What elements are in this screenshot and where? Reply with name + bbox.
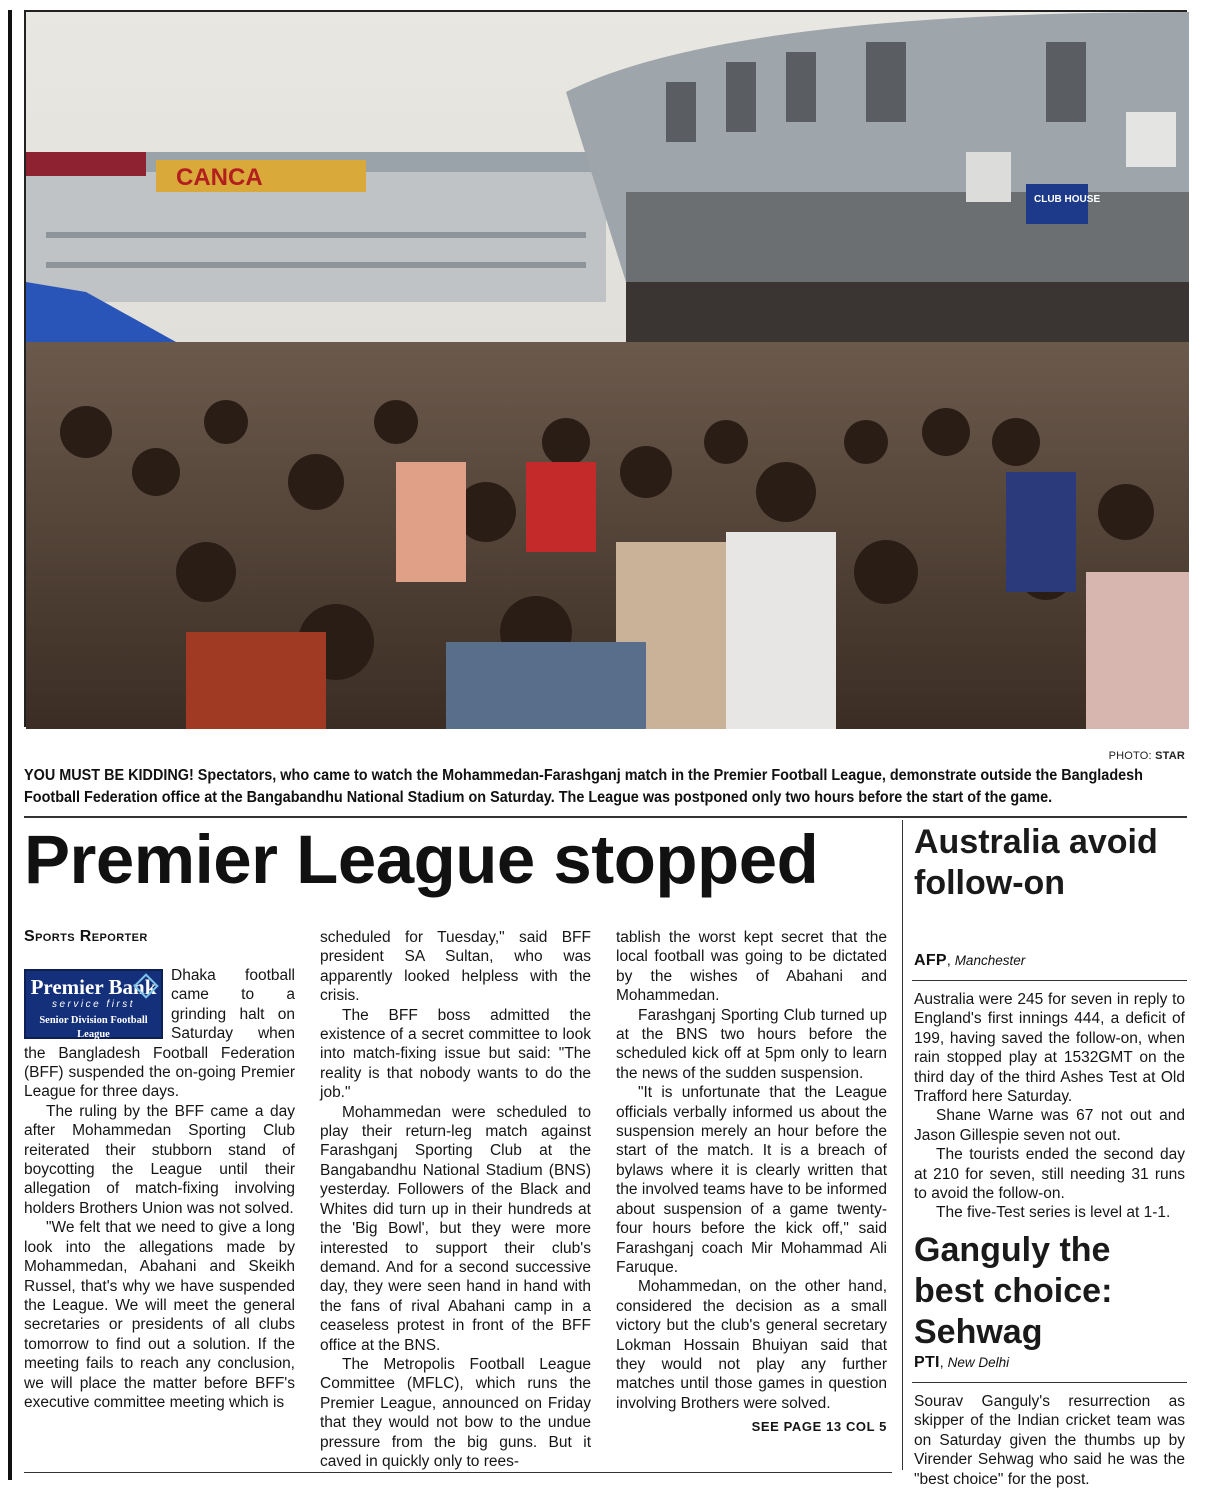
sidebar-headline-2: Ganguly the best choice: Sehwag: [914, 1231, 1113, 1351]
photo-credit-label: PHOTO:: [1108, 750, 1152, 762]
sidebar-headline-1: Australia avoid follow-on: [914, 823, 1158, 902]
paragraph: Sourav Ganguly's resurrection as skipper of the Indian cricket team was on Saturday given the thumbs up by Virender Sehwag who said he was the "best choice" for the post.: [914, 1393, 1185, 1488]
ad-bank-name: Premier Bank: [30, 975, 157, 999]
paragraph: The ruling by the BFF came a day after Mohammedan Sporting Club reiterated their stubborn stand of boycotting the League until their allegation of match-fixing involving holders Brothers Union was not solved.: [24, 1102, 295, 1217]
crowd-photo: [24, 10, 1187, 727]
paragraph: Mohammedan, on the other hand, considered the decision as a small victory but the club's general secretary Lokman Hossain Bhuiyan said that they would not play any further matches until those games in question involving Brothers were solved.: [616, 1278, 887, 1412]
paragraph: The Metropolis Football League Committee (MFLC), which runs the Premier League, announced on Friday that they would not bow to the undue pressure from the big guns. But it caved in quickly only to rees-: [320, 1355, 591, 1470]
main-column-2: [320, 928, 591, 1471]
club-house-sign: CLUB HOUSE: [1034, 194, 1101, 205]
main-column-1: [24, 966, 295, 1412]
continued-link[interactable]: SEE PAGE 13 COL 5: [751, 1419, 887, 1435]
agency: AFP: [914, 952, 947, 969]
stadium-sign: CANCA: [176, 164, 263, 191]
dateline: New Delhi: [947, 1355, 1010, 1370]
premier-bank-ad: [24, 969, 163, 1039]
sidebar-rule-1: [912, 980, 1187, 981]
sidebar-story-2-body: [914, 1392, 1185, 1488]
caption-lead: YOU MUST BE KIDDING!: [24, 767, 194, 784]
photo-credit: [1109, 750, 1185, 762]
sidebar-byline-1: AFP, Manchester: [914, 952, 1026, 969]
sidebar-byline-2: PTI, New Delhi: [914, 1354, 1010, 1371]
bottom-rule: [24, 1472, 892, 1473]
page-edge-rule: [8, 10, 12, 1480]
photo-credit-source: STAR: [1155, 750, 1185, 762]
paragraph: tablish the worst kept secret that the local football was going to be dictated by the wishes of Abahani and Mohammedan.: [616, 929, 887, 1005]
ad-tagline: service first: [51, 999, 136, 1010]
main-column-3: [616, 928, 887, 1437]
main-headline: Premier League stopped: [24, 821, 819, 898]
agency: PTI: [914, 1354, 940, 1371]
paragraph: Mohammedan were scheduled to play their return-leg match against Farashganj Sporting Club at the Bangabandhu National Stadium (BNS) yesterday. Followers of the Black and Whites did turn up in their hundreds at the 'Big Bowl', but they were more interested to support their club's demand. And for a second successive day, they were seen hand in hand with the fans of rival Abahani camp in a ceaseless protest in front of the BFF office at the BNS.: [320, 1103, 591, 1354]
paragraph: "It is unfortunate that the League officials verbally informed us about the suspension merely an hour before the start of the match. It is a breach of bylaws where it is clearly written that the involved teams have to be informed about suspension of a game twenty-four hours before the kick off," said Farashganj coach Mir Mohammad Ali Faruque.: [616, 1084, 887, 1276]
column-divider: [902, 820, 903, 1470]
paragraph: Shane Warne was 67 not out and Jason Gillespie seven not out.: [914, 1107, 1185, 1144]
ad-division: Senior Division Football League: [39, 1015, 148, 1040]
stadium-stand: [26, 152, 606, 302]
sidebar-story-1-body: [914, 990, 1185, 1223]
caption-text: Spectators, who came to watch the Mohammedan-Farashganj match in the Premier Football League, demonstrate outside the Bangladesh Football Federation office at the Bangabandhu National Stadium on Saturday. The League was postponed only two hours before the start of the game.: [24, 767, 1143, 806]
paragraph: The BFF boss admitted the existence of a secret committee to look into match-fixing issue but said: "The reality is that nobody wants to do the job.": [320, 1006, 591, 1102]
sidebar-rule-2: [912, 1382, 1187, 1383]
main-byline: Sports Reporter: [24, 928, 148, 945]
paragraph: scheduled for Tuesday," said BFF president SA Sultan, who was apparently looked helpless with the crisis.: [320, 929, 591, 1005]
paragraph: Dhaka football came to a grinding halt on Saturday when the Bangladesh Football Federation (BFF) suspended the on-going Premier League for three days.: [24, 967, 295, 1101]
dateline: Manchester: [954, 953, 1026, 968]
paragraph: Farashganj Sporting Club turned up at the BNS two hours before the scheduled kick off at 5pm only to learn the news of the sudden suspension.: [616, 1006, 887, 1082]
paragraph: The five-Test series is level at 1-1.: [936, 1204, 1171, 1222]
paragraph: The tourists ended the second day at 210 for seven, still needing 31 runs to avoid the follow-on.: [914, 1146, 1185, 1203]
paragraph: Australia were 245 for seven in reply to England's first innings 444, a deficit of 199, having saved the follow-on, when rain stopped play at 1532GMT on the third day of the third Ashes Test at Old Trafford here Saturday.: [914, 991, 1185, 1106]
photo-caption: [24, 765, 1187, 809]
paragraph: "We felt that we need to give a long look into the allegations made by Mohammedan, Abahani and Skeikh Russel, that's why we have suspended the League. We will meet the general secretaries or presidents of all clubs tomorrow to find out a solution. If the meeting fails to reach any conclusion, we will place the matter before BFF's executive committee meeting which is: [24, 1219, 295, 1411]
